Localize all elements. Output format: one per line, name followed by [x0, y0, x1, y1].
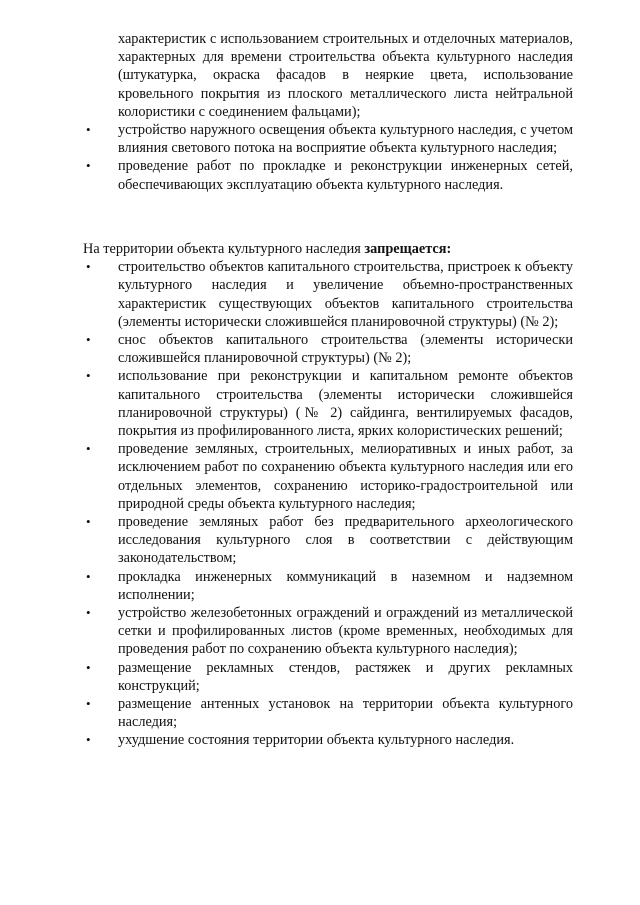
list-item-text: прокладка инженерных коммуникаций в наземном и надземном исполнении;: [118, 568, 573, 603]
list-item-text: использование при реконструкции и капитальном ремонте объектов капитального строительства (элементы исторически сложившейся планировочной структуры) (№ 2) сайдинга, вентилируемых фасадов, покрытия из профилированного листа, ярких колористических решений;: [118, 368, 573, 440]
prohibited-heading-text: На территории объекта культурного наследия: [83, 241, 365, 257]
list-item: [83, 513, 573, 568]
list-item: [83, 568, 573, 604]
list-item-text: ухудшение состояния территории объекта культурного наследия.: [118, 732, 515, 749]
bullet-icon: •: [86, 332, 91, 348]
list-item: [83, 440, 573, 513]
bullet-icon: •: [86, 259, 91, 275]
bullet-icon: •: [86, 122, 91, 138]
top-text-block: [83, 30, 573, 194]
list-item: [83, 157, 573, 193]
list-item-text: строительство объектов капитального строительства, пристроек к объекту культурного наследия и увеличение объемно-пространственных характеристик существующих объектов капитального строительства (элементы исторически сложившейся планировочной структуры) (№ 2);: [118, 259, 573, 330]
list-item-text: устройство наружного освещения объекта культурного наследия, с учетом влияния светового потока на восприятие объекта культурного наследия;: [118, 122, 573, 157]
list-item: [83, 367, 573, 440]
list-item-text: проведение земляных, строительных, мелиоративных и иных работ, за исключением работ по сохранению объекта культурного наследия или его отдельных элементов, сохранению историко-градостроительной или природной среды объекта культурного наследия;: [118, 441, 573, 512]
bullet-icon: •: [86, 514, 91, 530]
bullet-icon: •: [86, 605, 91, 621]
bullet-icon: •: [86, 696, 91, 712]
prohibited-heading: [83, 240, 573, 258]
bullet-icon: •: [86, 368, 91, 384]
list-item-text: размещение рекламных стендов, растяжек и других рекламных конструкций;: [118, 659, 573, 694]
bullet-icon: •: [86, 659, 91, 675]
list-item: [83, 604, 573, 659]
list-item: [83, 258, 573, 331]
list-item: [83, 731, 573, 749]
prohibited-heading-bold: запрещается:: [364, 241, 452, 257]
list-item-text: проведение земляных работ без предварительного археологического исследования культурного слоя в соответствии с действующим законодательством;: [118, 514, 573, 567]
list-item-text: устройство железобетонных ограждений и ограждений из металлической сетки и профилированных листов (кроме временных, необходимых для проведения работ по сохранению объекта культурного наследия);: [118, 605, 573, 658]
list-item: [83, 121, 573, 157]
list-item-text: снос объектов капитального строительства (элементы исторически сложившейся планировочной структуры) (№ 2);: [118, 332, 573, 367]
list-item-text: проведение работ по прокладке и реконструкции инженерных сетей, обеспечивающих эксплуатацию объекта культурного наследия.: [118, 158, 573, 193]
bullet-icon: •: [86, 732, 91, 748]
list-item: [83, 659, 573, 695]
continuation-paragraph: характеристик с использованием строительных и отделочных материалов, характерных для времени строительства объекта культурного наследия (штукатурка, окраска фасадов в неяркие цвета, использование кровельного покрытия из плоского металлического листа нейтральной колористики с соединением фальцами);: [118, 31, 573, 120]
prohibited-section: [83, 240, 573, 750]
list-item: [83, 331, 573, 367]
bullet-icon: •: [86, 568, 91, 584]
bullet-icon: •: [86, 158, 91, 174]
bullet-icon: •: [86, 441, 91, 457]
list-item: [83, 695, 573, 731]
list-item-text: размещение антенных установок на территории объекта культурного наследия;: [118, 696, 573, 731]
